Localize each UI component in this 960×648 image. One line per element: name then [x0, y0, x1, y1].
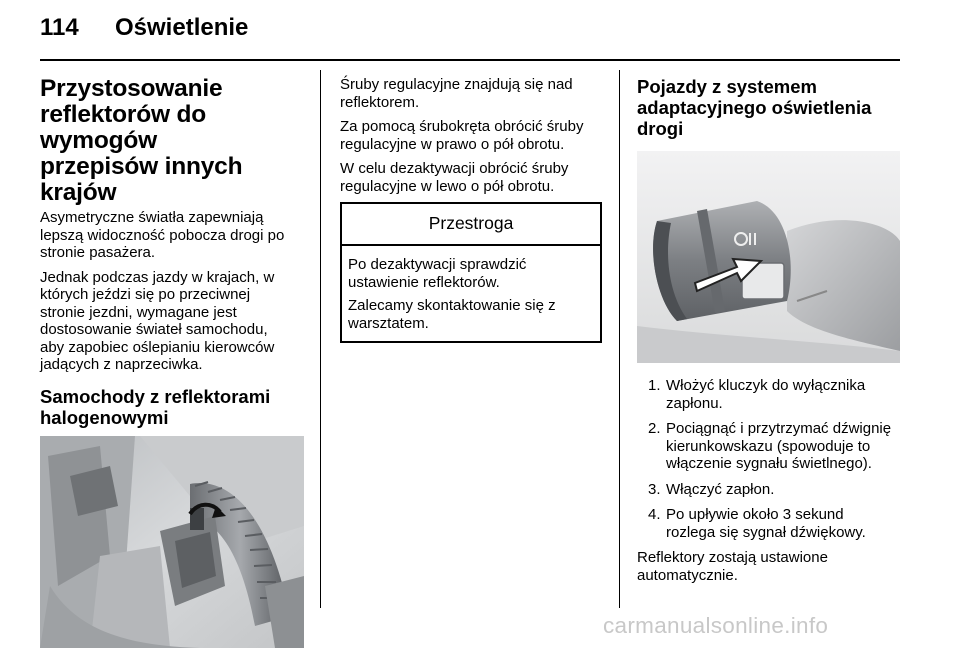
caution-body	[342, 246, 600, 341]
caution-paragraph-check: Po dezaktywacji sprawdzić ustawienie reflektorów.	[348, 256, 527, 291]
section-heading-headlight-adjustment: Przystosowanie reflektorów do wymogów przepisów innych krajów	[40, 75, 243, 206]
subheading-halogen-headlights: Samochody z reflektorami halogenowymi	[40, 385, 271, 428]
paragraph-driving-abroad: Jednak podczas jazdy w krajach, w których jeździ się po przeciwnej stronie jezdni, wymagane jest dostosowanie świateł samochodu, aby zapobiec oślepianiu kierowców jadących z naprzeciwka.	[40, 268, 275, 373]
step-4: 4. Po upływie około 3 sekund rozlega się sygnał dźwiękowy.	[648, 506, 866, 541]
column-3	[637, 76, 907, 591]
paragraph-asymmetric-lights: Asymetryczne światła zapewniają lepszą widoczność pobocza drogi po stronie pasażera.	[40, 209, 285, 261]
caution-title: Przestroga	[342, 204, 600, 246]
column-divider-left	[320, 70, 321, 608]
column-1	[40, 76, 308, 648]
step-2: 2. Pociągnąć i przytrzymać dźwignię kierunkowskazu (spowoduje to włączenie sygnału świetlnego).	[648, 420, 892, 472]
instruction-steps	[637, 377, 907, 541]
caution-box	[340, 202, 602, 343]
column-2	[340, 76, 602, 343]
caution-paragraph-workshop: Zalecamy skontaktowanie się z warsztatem.	[348, 297, 556, 332]
paragraph-turn-screws-right: Za pomocą śrubokręta obrócić śruby regulacyjne w prawo o pół obrotu.	[340, 118, 584, 153]
header-rule	[40, 59, 900, 61]
watermark: carmanualsonline.info	[603, 613, 829, 638]
indicator-lever-illustration	[637, 151, 900, 363]
section-heading-adaptive-lighting: Pojazdy z systemem adaptacyjnego oświetlenia drogi	[637, 76, 872, 139]
column-divider-right	[619, 70, 620, 608]
paragraph-turn-screws-left: W celu dezaktywacji obrócić śruby regulacyjne w lewo o pół obrotu.	[340, 160, 569, 195]
paragraph-adjusting-screws-location: Śruby regulacyjne znajdują się nad reflektorem.	[340, 76, 573, 111]
step-3: 3. Włączyć zapłon.	[648, 480, 775, 498]
step-1: 1. Włożyć kluczyk do wyłącznika zapłonu.	[648, 377, 866, 412]
paragraph-headlights-auto-adjusted: Reflektory zostają ustawione automatycznie.	[637, 549, 828, 584]
page-number: 114	[40, 14, 79, 41]
chapter-title: Oświetlenie	[115, 14, 249, 41]
headlight-adjuster-photo	[40, 436, 304, 648]
